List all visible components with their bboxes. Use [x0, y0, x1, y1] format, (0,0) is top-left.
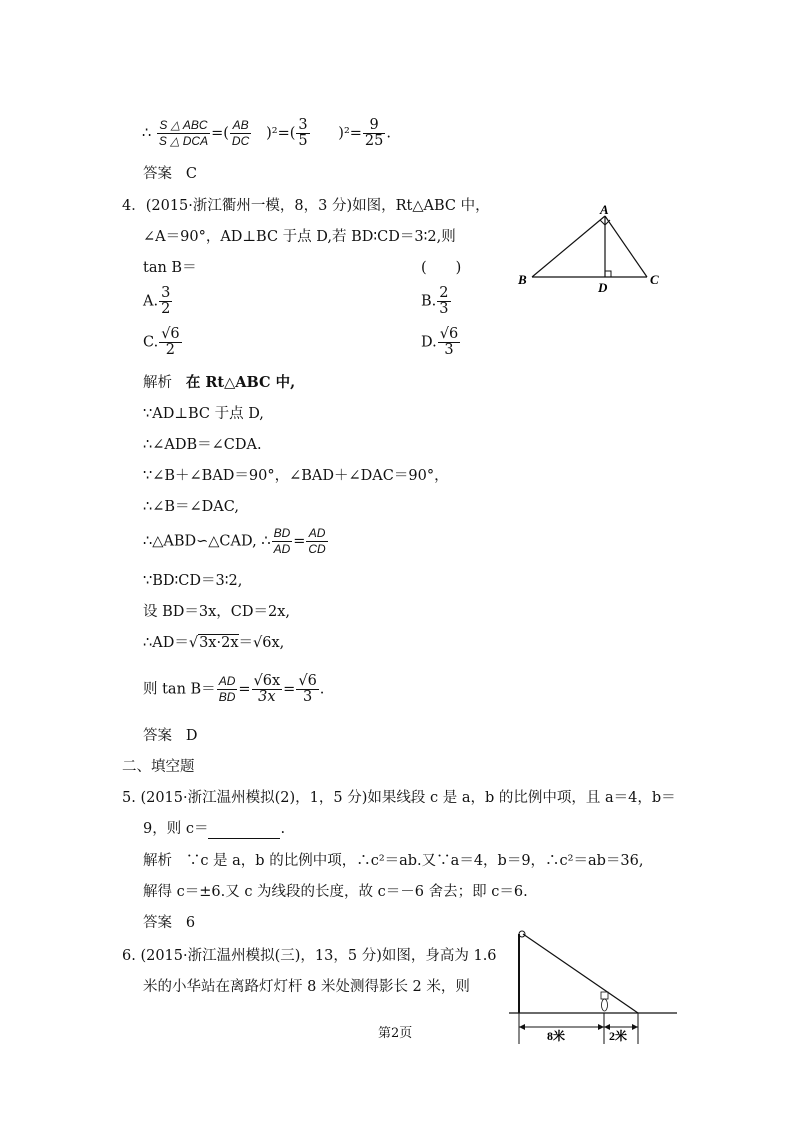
- label-2m: 2米: [609, 1029, 628, 1043]
- sol4-line1: 解析 在 Rt△ABC 中,: [143, 374, 296, 391]
- q4-option-b: B. $\frac{2}{3}$: [421, 285, 449, 317]
- arrow-2m-right: [632, 1024, 638, 1030]
- label-8m: 8米: [547, 1029, 566, 1043]
- label-c: C: [650, 272, 659, 287]
- area-ratio-fraction: $\frac{\text{S △ ABC}}{\text{S △ DCA}}$: [158, 118, 209, 148]
- ab-dc-fraction: $\frac{AB}{DC}$: [231, 118, 250, 148]
- page-number: 第2页: [378, 1026, 413, 1041]
- q6-line1: 6. (2015·浙江温州模拟(三)，13，5 分)如图，身高为 1.6: [122, 948, 497, 964]
- arrow-8m-left: [519, 1024, 525, 1030]
- sol4-line8: 设 BD＝3x，CD＝2x,: [143, 604, 291, 620]
- label-d: D: [598, 280, 608, 295]
- sol4-line6: ∴△ABD∽△CAD, ∴ $\frac{BD}{AD}$ = $\frac{AD}{CD}$: [143, 526, 326, 556]
- q4-line1: 4．(2015·浙江衢州一模，8，3 分)如图，Rt△ABC 中，: [122, 198, 490, 214]
- section-title-fill-blank: 二、填空题: [122, 759, 195, 775]
- q4-line2: ∠A＝90°，AD⊥BC 于点 D,若 BD∶CD＝3∶2,则: [143, 229, 456, 245]
- person-icon: [601, 992, 608, 1011]
- answer-blank: [208, 824, 280, 839]
- light-ray: [523, 934, 638, 1013]
- right-angle-mark-d: [605, 271, 611, 277]
- q5-solution-line1: 解析 ∵c 是 a，b 的比例中项，∴c²＝ab.又∵a＝4，b＝9，∴c²＝ab＝36,: [143, 853, 644, 869]
- q3-final-ratio: ∴ $\frac{\text{S △ ABC}}{\text{S △ DCA}}$ =( $\frac{AB}{DC}$ )²=( $\frac{3}{5}$ )²= $\frac{9}{25}$ .: [142, 117, 391, 149]
- sol4-line5: ∴∠B＝∠DAC,: [143, 499, 239, 515]
- sol4-line2: ∵AD⊥BC 于点 D,: [143, 406, 264, 422]
- solution-label: 解析: [143, 375, 172, 391]
- label-b: B: [518, 272, 527, 287]
- q5-line2: 9，则 c＝ .: [143, 821, 286, 837]
- q3-answer: 答案 C: [143, 166, 197, 182]
- q4-answer-paren: ( ): [421, 260, 462, 276]
- q4-option-d: D. $\frac{√6}{3}$: [421, 326, 459, 358]
- q5-answer: 答案 6: [143, 915, 196, 931]
- arrow-8m-right: [598, 1024, 604, 1030]
- sol4-line9: ∴AD＝√3x·2x＝√6x,: [143, 635, 285, 651]
- q6-line2: 米的小华站在离路灯灯杆 8 米处测得影长 2 米，则: [143, 979, 470, 995]
- solution-label: 解析: [143, 853, 172, 869]
- q4-option-a: A. $\frac{3}{2}$: [143, 285, 171, 317]
- triangle-abc-figure: [510, 196, 670, 296]
- lamp-post-figure: [505, 926, 685, 1048]
- three-fifths-fraction: $\frac{3}{5}$: [298, 117, 308, 149]
- q5-solution-line2: 解得 c＝±6.又 c 为线段的长度，故 c＝－6 舍去；即 c＝6.: [143, 884, 528, 900]
- q5-line1: 5. (2015·浙江温州模拟(2)，1，5 分)如果线段 c 是 a，b 的比例中项，且 a＝4，b＝: [122, 790, 676, 806]
- label-a: A: [600, 202, 609, 217]
- q4-option-c: C. $\frac{√6}{2}$: [143, 326, 180, 358]
- nine-twentyfifths-fraction: $\frac{9}{25}$: [364, 117, 384, 149]
- sol4-line7: ∵BD∶CD＝3∶2,: [143, 573, 243, 589]
- side-ba: [532, 216, 605, 277]
- side-ac: [605, 216, 647, 277]
- therefore-symbol: ∴: [142, 125, 152, 142]
- q4-line3: tan B＝: [143, 260, 197, 276]
- q4-answer: 答案 D: [143, 728, 198, 744]
- sol4-line3: ∴∠ADB＝∠CDA.: [143, 437, 262, 453]
- sol4-line4: ∵∠B＋∠BAD＝90°，∠BAD＋∠DAC＝90°，: [143, 468, 449, 484]
- sol4-line10: 则 tan B＝ $\frac{AD}{BD}$ = $\frac{√6x}{3x}$ = $\frac{√6}{3}$ .: [143, 673, 325, 705]
